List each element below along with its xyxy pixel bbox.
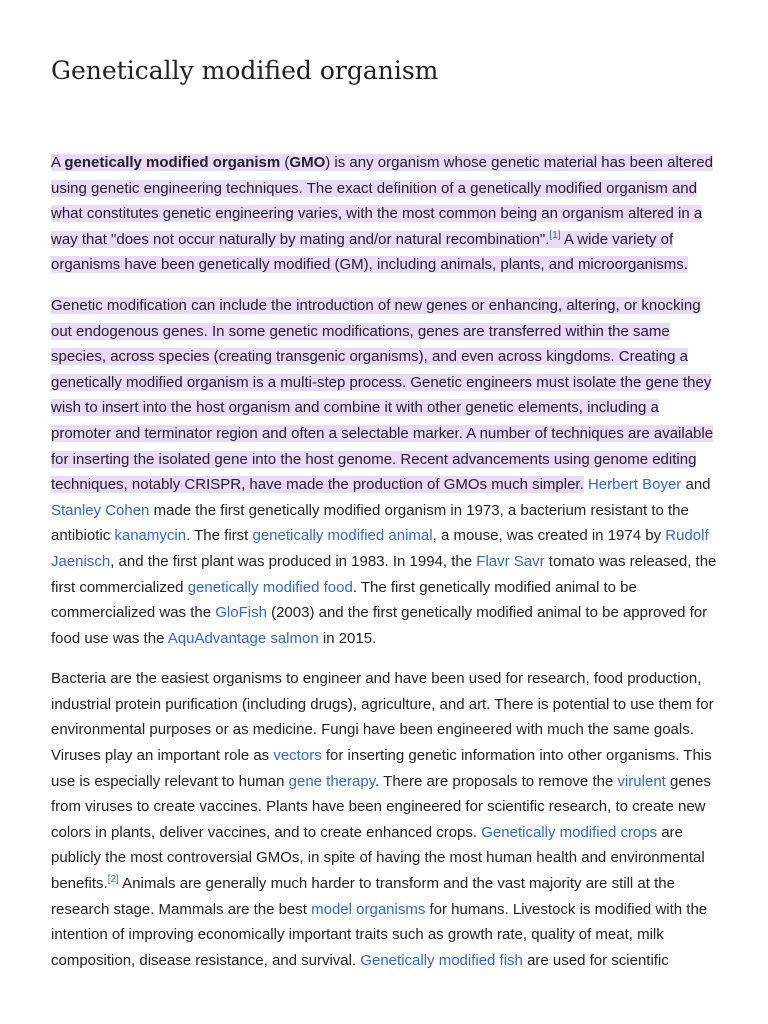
link-aquadvantage-salmon[interactable]: AquAdvantage salmon (167, 629, 319, 647)
link-stanley-cohen[interactable]: Stanley Cohen (51, 501, 150, 519)
paragraph-modification: Genetic modification can include the introduction of new genes or enhancing, altering, or knocking out endogenous genes. In some genetic modifications, genes are transferred within the same species, across species (creating transgenic organisms), and even across kingdoms. Creating a genetically modified organism is a multi-step process. Genetic engineers must isolate the gene they wish to insert into the host organism and combine it with other genetic elements, including a promoter and terminator region and often a selectable marker. A number of techniques are available for inserting the isolated gene into the host genome. Recent advancements using genome editing techniques, notably CRISPR, have made the production of GMOs much simpler. Herbert Boyer and Stanley Cohen made the first genetically modified organism in 1973, a bacterium resistant to the antibiotic kanamycin. The first genetically modified animal, a mouse, was created in 1974 by Rudolf Jaenisch, and the first plant was produced in 1983. In 1994, the Flavr Savr tomato was released, the first commercialized genetically modified food. The first genetically modified animal to be commercialized was the GloFish (2003) and the first genetically modified animal to be approved for food use was the AquAdvantage salmon in 2015. (51, 296, 717, 647)
link-genetically-modified-fish[interactable]: Genetically modified fish (360, 951, 523, 969)
highlighted-text: A genetically modified organism (GMO) is any organism whose genetic material has been altered using genetic engineering techniques. The exact definition of a genetically modified organism and what constitutes genetic engineering varies, with the most common being an organism altered in a way that "does not occur naturally by mating and/or natural recombination".[1] A wide variety of organisms have been genetically modified (GM), including animals, plants, and microorganisms. (51, 154, 713, 274)
bold-term-gmo-full: genetically modified organism (64, 154, 281, 171)
link-model-organisms[interactable]: model organisms (311, 900, 426, 918)
link-genetically-modified-crops[interactable]: Genetically modified crops (481, 823, 658, 841)
paragraph-intro (51, 150, 721, 278)
article-body (51, 150, 721, 988)
link-virulent[interactable]: virulent (617, 772, 666, 790)
link-gene-therapy[interactable]: gene therapy (288, 772, 376, 790)
reference-link-1[interactable]: [1] (549, 229, 561, 241)
link-herbert-boyer[interactable]: Herbert Boyer (587, 476, 682, 494)
link-flavr-savr[interactable]: Flavr Savr (476, 552, 545, 570)
highlighted-text: Genetic modification can include the introduction of new genes or enhancing, altering, or knocking out endogenous genes. In some genetic modifications, genes are transferred within the same species, across species (creating transgenic organisms), and even across kingdoms. Creating a genetically modified organism is a multi-step process. Genetic engineers must isolate the gene they wish to insert into the host organism and combine it with other genetic elements, including a promoter and terminator region and often a selectable marker. A number of techniques are available for inserting the isolated gene into the host genome. Recent advancements using genome editing techniques, notably CRISPR, have made the production of GMOs much simpler. (51, 296, 714, 494)
link-rudolf-jaenisch[interactable]: Rudolf Jaenisch (51, 527, 709, 570)
paragraph-organisms: Bacteria are the easiest organisms to engineer and have been used for research, food production, industrial protein purification (including drugs), agriculture, and art. There is potential to use them for environmental purposes or as medicine. Fungi have been engineered with much the same goals. Viruses play an important role as vectors for inserting genetic information into other organisms. This use is especially relevant to human gene therapy. There are proposals to remove the virulent genes from viruses to create vaccines. Plants have been engineered for scientific research, to create new colors in plants, deliver vaccines, and to create enhanced crops. Genetically modified crops are publicly the most controversial GMOs, in spite of having the most human health and environmental benefits.[2] Animals are generally much harder to transform and the vast majority are still at the research stage. Mammals are the best model organisms for humans. Livestock is modified with the intention of improving economically important traits such as growth rate, quality of meat, milk composition, disease resistance, and survival. Genetically modified fish are used for scientific (51, 670, 714, 969)
link-genetically-modified-animal[interactable]: genetically modified animal (252, 527, 433, 545)
link-kanamycin[interactable]: kanamycin (114, 527, 187, 545)
bold-term-gmo: GMO (289, 154, 326, 171)
reference-link-2[interactable]: [2] (107, 874, 119, 886)
link-vectors[interactable]: vectors (273, 747, 322, 765)
page-title: Genetically modified organism (51, 56, 439, 85)
link-genetically-modified-food[interactable]: genetically modified food (187, 578, 353, 596)
link-glofish[interactable]: GloFish (215, 604, 267, 622)
